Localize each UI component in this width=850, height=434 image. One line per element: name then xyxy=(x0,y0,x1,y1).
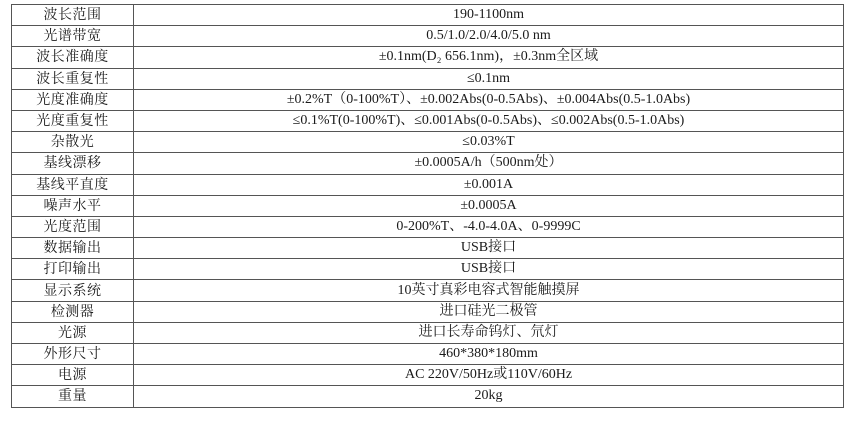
param-value: ±0.2%T（0-100%T）、±0.002Abs(0-0.5Abs)、±0.004Abs(0.5-1.0Abs) xyxy=(134,89,844,110)
table-row xyxy=(12,89,844,110)
param-value: USB接口 xyxy=(134,238,844,259)
param-name: 数据输出 xyxy=(12,238,134,259)
param-value: ≤0.03%T xyxy=(134,132,844,153)
param-name: 光源 xyxy=(12,322,134,343)
spec-table-body xyxy=(12,5,844,408)
table-row xyxy=(12,68,844,89)
param-value: 进口硅光二极管 xyxy=(134,301,844,322)
table-row xyxy=(12,322,844,343)
param-name: 噪声水平 xyxy=(12,195,134,216)
param-value: 190-1100nm xyxy=(134,5,844,26)
param-name: 重量 xyxy=(12,386,134,407)
param-name: 基线平直度 xyxy=(12,174,134,195)
table-row xyxy=(12,365,844,386)
param-name: 外形尺寸 xyxy=(12,344,134,365)
param-value: ≤0.1%T(0-100%T)、≤0.001Abs(0-0.5Abs)、≤0.002Abs(0.5-1.0Abs) xyxy=(134,110,844,131)
table-row xyxy=(12,5,844,26)
param-name: 光度范围 xyxy=(12,216,134,237)
table-row xyxy=(12,110,844,131)
param-value: ±0.0005A xyxy=(134,195,844,216)
table-row xyxy=(12,386,844,407)
param-value: ±0.0005A/h（500nm处） xyxy=(134,153,844,174)
param-value: USB接口 xyxy=(134,259,844,280)
param-name: 光谱带宽 xyxy=(12,26,134,47)
table-row xyxy=(12,216,844,237)
table-row xyxy=(12,47,844,68)
param-value: ≤0.1nm xyxy=(134,68,844,89)
param-name: 光度重复性 xyxy=(12,110,134,131)
param-name: 电源 xyxy=(12,365,134,386)
param-name: 显示系统 xyxy=(12,280,134,301)
param-value: 进口长寿命钨灯、氘灯 xyxy=(134,322,844,343)
param-value: ±0.1nm(D₂ 656.1nm)，±0.3nm全区域 xyxy=(134,47,844,68)
param-value: 0-200%T、-4.0-4.0A、0-9999C xyxy=(134,216,844,237)
param-name: 波长重复性 xyxy=(12,68,134,89)
table-row xyxy=(12,174,844,195)
table-row xyxy=(12,259,844,280)
param-name: 检测器 xyxy=(12,301,134,322)
param-name: 基线漂移 xyxy=(12,153,134,174)
table-row xyxy=(12,195,844,216)
param-value: AC 220V/50Hz或110V/60Hz xyxy=(134,365,844,386)
param-name: 波长准确度 xyxy=(12,47,134,68)
param-value: ±0.001A xyxy=(134,174,844,195)
table-row xyxy=(12,132,844,153)
param-name: 光度准确度 xyxy=(12,89,134,110)
table-row xyxy=(12,280,844,301)
param-name: 波长范围 xyxy=(12,5,134,26)
table-row xyxy=(12,153,844,174)
param-name: 打印输出 xyxy=(12,259,134,280)
param-name: 杂散光 xyxy=(12,132,134,153)
table-row xyxy=(12,301,844,322)
spec-table xyxy=(11,4,844,408)
param-value: 460*380*180mm xyxy=(134,344,844,365)
table-row xyxy=(12,238,844,259)
table-row xyxy=(12,344,844,365)
param-value: 0.5/1.0/2.0/4.0/5.0 nm xyxy=(134,26,844,47)
param-value: 20kg xyxy=(134,386,844,407)
table-row xyxy=(12,26,844,47)
param-value: 10英寸真彩电容式智能触摸屏 xyxy=(134,280,844,301)
